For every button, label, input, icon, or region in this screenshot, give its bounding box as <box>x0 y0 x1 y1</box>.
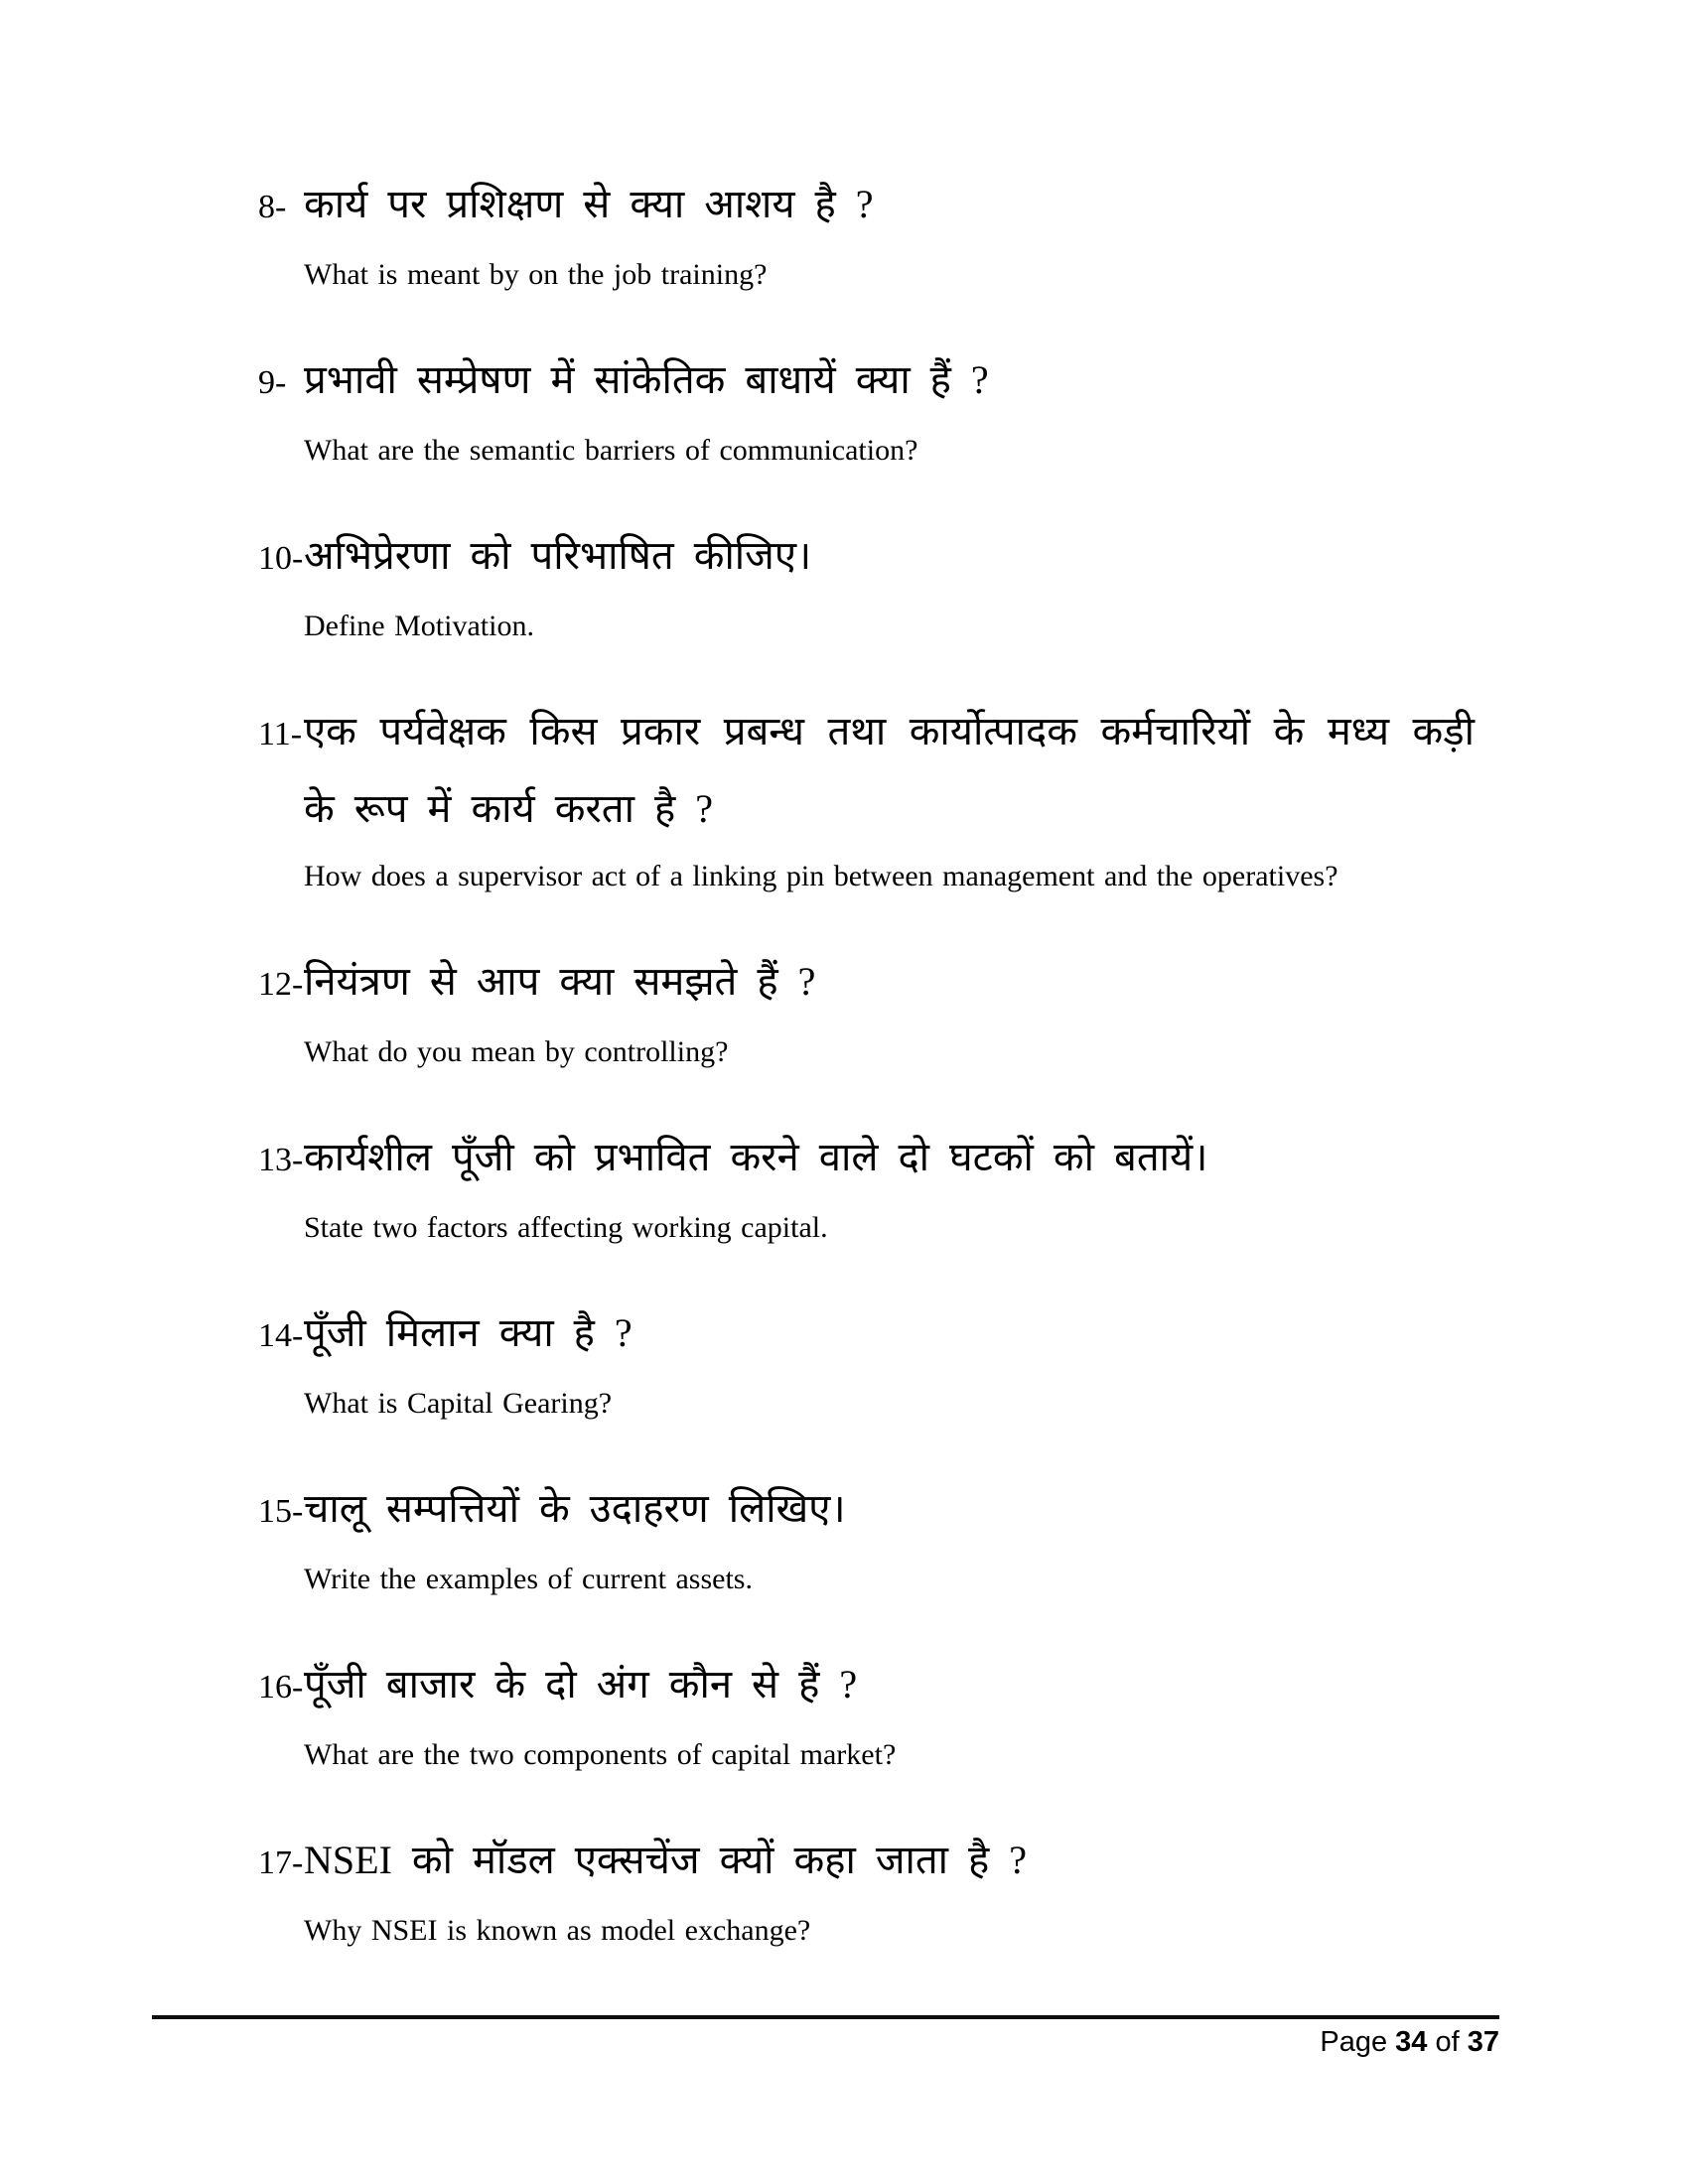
question-item <box>258 1647 1475 1786</box>
footer-page-number: 34 <box>1395 2026 1428 2058</box>
question-number: 10- <box>258 540 304 577</box>
question-item <box>258 944 1475 1083</box>
footer-total-pages: 37 <box>1467 2026 1499 2058</box>
question-hindi-text: कार्यशील पूँजी को प्रभावित करने वाले दो घटकों को बतायें। <box>304 1135 1208 1179</box>
question-item <box>258 1823 1475 1962</box>
footer-page-label: Page <box>1320 2026 1388 2058</box>
question-english-text: State two factors affecting working capital. <box>304 1211 828 1244</box>
question-item <box>258 694 1475 907</box>
question-hindi-line <box>258 944 1475 1022</box>
question-hindi-text: पूँजी मिलान क्या है ? <box>304 1310 633 1355</box>
footer-of-label: of <box>1435 2026 1460 2058</box>
question-list <box>258 167 1475 1998</box>
question-number: 12- <box>258 966 304 1003</box>
question-hindi-text: चालू सम्पत्तियों के उदाहरण लिखिए। <box>304 1486 846 1531</box>
question-english-text: What do you mean by controlling? <box>304 1035 729 1068</box>
question-hindi-line <box>258 342 1475 420</box>
question-english-text: How does a supervisor act of a linking pin between management and the operatives? <box>304 860 1338 892</box>
question-number: 17- <box>258 1844 304 1881</box>
question-english-text: Write the examples of current assets. <box>304 1563 753 1595</box>
page-footer <box>152 2015 1499 2060</box>
question-hindi-text: कार्य पर प्रशिक्षण से क्या आशय है ? <box>304 182 874 226</box>
question-english-text: What is Capital Gearing? <box>304 1387 613 1420</box>
footer-page-text <box>152 2019 1499 2060</box>
question-number: 8- <box>258 189 287 225</box>
question-hindi-text: अभिप्रेरणा को परिभाषित कीजिए। <box>304 533 812 578</box>
question-item <box>258 1296 1475 1434</box>
question-english-text: Define Motivation. <box>304 610 534 642</box>
question-item <box>258 518 1475 657</box>
question-item <box>258 1471 1475 1610</box>
question-english-text: What are the two components of capital market? <box>304 1738 897 1771</box>
question-hindi-line <box>258 694 1475 846</box>
question-item <box>258 342 1475 481</box>
question-hindi-text: पूँजी बाजार के दो अंग कौन से हैं ? <box>304 1662 858 1706</box>
question-hindi-line <box>258 1471 1475 1549</box>
question-number: 13- <box>258 1142 304 1178</box>
question-hindi-text: नियंत्रण से आप क्या समझते हैं ? <box>304 959 816 1004</box>
question-number: 11- <box>258 716 303 752</box>
question-item <box>258 167 1475 306</box>
question-hindi-line <box>258 1120 1475 1197</box>
question-number: 16- <box>258 1669 304 1706</box>
question-number: 15- <box>258 1493 304 1530</box>
question-hindi-line <box>258 518 1475 596</box>
question-hindi-text: NSEI को मॉडल एक्सचेंज क्यों कहा जाता है ? <box>304 1838 1028 1882</box>
question-number: 9- <box>258 364 287 401</box>
question-item <box>258 1120 1475 1259</box>
question-english-text: What are the semantic barriers of communication? <box>304 434 918 467</box>
question-hindi-line <box>258 167 1475 244</box>
question-english-text: Why NSEI is known as model exchange? <box>304 1914 811 1947</box>
question-english-text: What is meant by on the job training? <box>304 258 768 291</box>
question-hindi-text: एक पर्यवेक्षक किस प्रकार प्रबन्ध तथा कार्योत्पादक कर्मचारियों के मध्य कड़ी के रूप में कार्य करता है ? <box>304 709 1475 831</box>
question-number: 14- <box>258 1317 304 1354</box>
question-hindi-line <box>258 1823 1475 1900</box>
question-hindi-line <box>258 1296 1475 1373</box>
question-hindi-line <box>258 1647 1475 1724</box>
question-hindi-text: प्रभावी सम्प्रेषण में सांकेतिक बाधायें क्या हैं ? <box>304 357 989 402</box>
